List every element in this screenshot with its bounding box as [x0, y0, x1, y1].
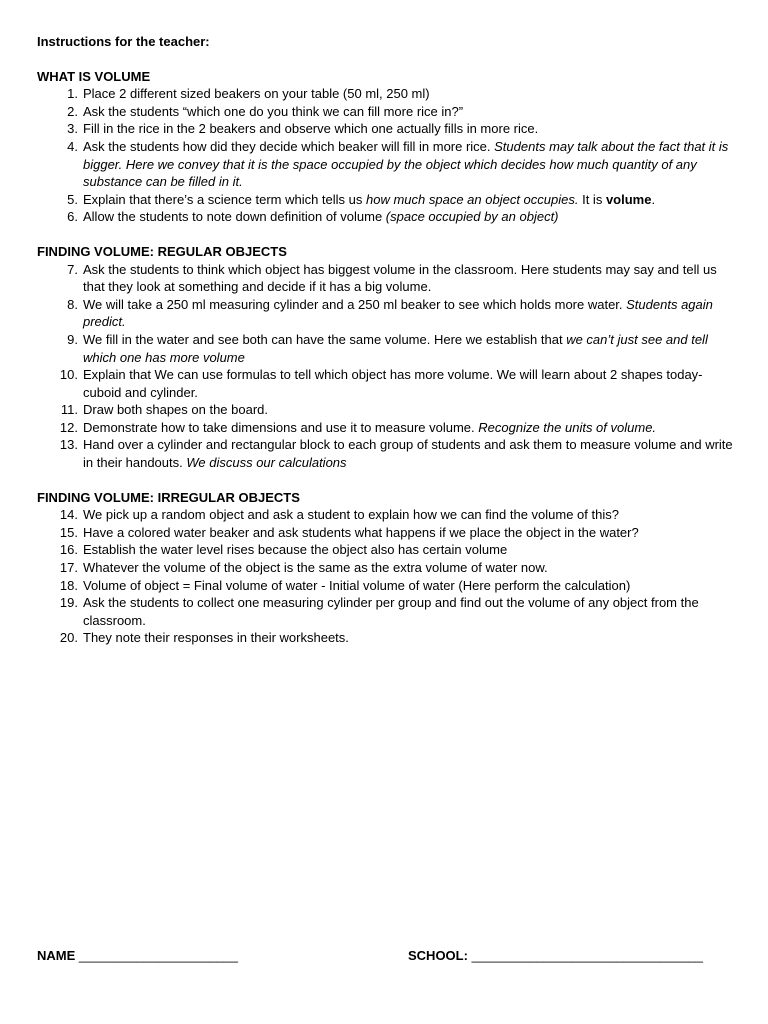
- step-text-italic: Recognize the units of volume.: [478, 419, 657, 435]
- step-text: Establish the water level rises because the object also has certain volume: [83, 542, 508, 558]
- instruction-section: [37, 243, 737, 472]
- step-list: [37, 85, 737, 226]
- step-item: [37, 419, 737, 437]
- step-text: .: [651, 191, 656, 207]
- step-item: [37, 208, 737, 226]
- step-text-italic: how much space an object occupies.: [366, 191, 579, 207]
- step-number: 4.: [67, 138, 78, 154]
- document-title: Instructions for the teacher:: [37, 34, 210, 49]
- step-item: [37, 331, 737, 366]
- name-field: [37, 947, 238, 965]
- instruction-sections: [37, 68, 737, 647]
- school-field: [408, 947, 703, 965]
- step-number: 1.: [67, 86, 78, 102]
- step-item: [37, 594, 737, 629]
- step-text: Hand over a cylinder and rectangular block to each group of students and ask them to measure volume and write in their handouts.: [83, 437, 733, 471]
- step-text: Ask the students how did they decide which beaker will fill in more rice.: [83, 138, 495, 154]
- step-list: [37, 506, 737, 647]
- step-text-bold: volume: [605, 191, 652, 207]
- step-text: Place 2 different sized beakers on your table (50 ml, 250 ml): [83, 86, 430, 102]
- step-number: 10.: [59, 367, 78, 383]
- document-page: [37, 33, 737, 664]
- step-text: Fill in the rice in the 2 beakers and observe which one actually fills in more rice.: [83, 121, 539, 137]
- school-label: SCHOOL:: [408, 948, 468, 963]
- step-number: 11.: [60, 402, 78, 418]
- step-item: [37, 261, 737, 296]
- step-text: Ask the students “which one do you think we can fill more rice in?”: [83, 103, 464, 119]
- step-text: Demonstrate how to take dimensions and use it to measure volume.: [83, 419, 479, 435]
- step-text-italic: Students again predict.: [83, 296, 713, 330]
- step-text: We fill in the water and see both can have the same volume. Here we establish that: [83, 331, 567, 347]
- step-number: 17.: [59, 560, 78, 576]
- step-number: 8.: [67, 296, 78, 312]
- step-text: Allow the students to note down definition of volume: [83, 209, 386, 225]
- step-text: Explain that We can use formulas to tell which object has more volume. We will learn about 2 shapes today- cuboid and cylinder.: [83, 367, 703, 400]
- step-item: [37, 138, 737, 191]
- step-text: Ask the students to think which object has biggest volume in the classroom. Here students may say and tell us that they look at something and decide if it has a big volume.: [83, 261, 717, 295]
- step-number: 18.: [59, 577, 78, 593]
- signature-footer: [37, 947, 737, 967]
- step-number: 14.: [59, 507, 78, 523]
- school-blank-line: ________________________________: [471, 948, 703, 963]
- step-number: 9.: [67, 331, 78, 347]
- step-text: Have a colored water beaker and ask students what happens if we place the object in the water?: [83, 524, 639, 540]
- step-number: 15.: [59, 524, 78, 540]
- step-item: [37, 103, 737, 121]
- step-text: Draw both shapes on the board.: [83, 402, 269, 418]
- step-text: Whatever the volume of the object is the same as the extra volume of water now.: [83, 560, 548, 576]
- step-text: They note their responses in their worksheets.: [83, 630, 349, 646]
- section-heading: FINDING VOLUME: REGULAR OBJECTS: [37, 243, 287, 259]
- step-item: [37, 524, 737, 542]
- step-number: 7.: [67, 261, 78, 277]
- step-item: [37, 506, 737, 524]
- step-text-italic: We discuss our calculations: [186, 455, 347, 471]
- section-heading: FINDING VOLUME: IRREGULAR OBJECTS: [37, 489, 300, 505]
- instruction-section: [37, 68, 737, 226]
- step-item: [37, 541, 737, 559]
- step-item: [37, 577, 737, 595]
- step-number: 5.: [67, 191, 78, 207]
- section-heading: WHAT IS VOLUME: [37, 68, 151, 84]
- step-number: 12.: [59, 419, 78, 435]
- step-item: [37, 191, 737, 209]
- step-list: [37, 261, 737, 472]
- step-item: [37, 366, 737, 401]
- step-item: [37, 436, 737, 471]
- step-item: [37, 120, 737, 138]
- step-item: [37, 629, 737, 647]
- step-number: 16.: [59, 542, 78, 558]
- step-text-italic: we can’t just see and tell which one has more volume: [83, 331, 708, 365]
- step-item: [37, 85, 737, 103]
- step-number: 19.: [59, 595, 78, 611]
- step-text-italic: (space occupied by an object): [385, 209, 559, 225]
- step-number: 13.: [59, 437, 78, 453]
- step-text: Volume of object = Final volume of water - Initial volume of water (Here perform the calculation): [83, 577, 631, 593]
- step-number: 3.: [67, 121, 78, 137]
- step-text: Explain that there’s a science term which tells us: [83, 191, 367, 207]
- step-text: Ask the students to collect one measuring cylinder per group and find out the volume of any object from the classroom.: [83, 595, 699, 628]
- name-blank-line: ______________________: [78, 948, 238, 963]
- step-text: It is: [578, 191, 606, 207]
- name-label: NAME: [37, 948, 76, 963]
- step-text: We pick up a random object and ask a student to explain how we can find the volume of this?: [83, 507, 619, 523]
- step-number: 20.: [59, 630, 78, 646]
- instruction-section: [37, 489, 737, 647]
- step-item: [37, 296, 737, 331]
- step-number: 6.: [67, 209, 78, 225]
- step-text: We will take a 250 ml measuring cylinder and a 250 ml beaker to see which holds more water.: [83, 296, 627, 312]
- step-text-italic: Students may talk about the fact that it is bigger. Here we convey that it is the space occupied by the object which decides how much quantity of any substance can be filled in it.: [83, 138, 729, 190]
- step-item: [37, 559, 737, 577]
- step-item: [37, 401, 737, 419]
- step-number: 2.: [67, 103, 78, 119]
